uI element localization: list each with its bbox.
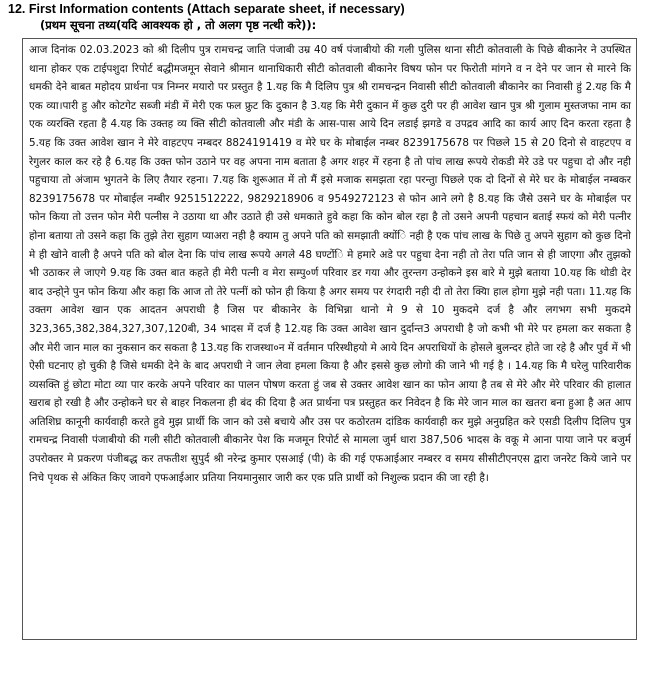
section-title: 12. First Information contents (Attach separate sheet, if necessary) [8, 2, 405, 16]
section-subtitle-hindi: (प्रथम सूचना तथ्य(यदि आवश्यक हो , तो अलग पृष्ठ नत्थी करे)): [40, 18, 317, 32]
fir-contents-text: आज दिनांक 02.03.2023 को श्री दिलीप पुत्र रामचन्द्र जाति पंजाबी उम्र 40 वर्ष पंजाबीयो की गली पुलिस थाना सीटी कोतवाली के पिछे बीकानेर ने उपस्थित थाना होकर एक टाईपशुदा रिपोर्ट बद्धीमजमून सेवाने श्रीमान थानाधिकारी सीटी कोतवाली बीकानेर विषय फोन पर फिरोती मांगने व न देने पर जान से मारने कि धमकी देने बाबत महोदय प्रार्थना पत्र निम्नर मयारो पर प्रस्तुत है 1.यह कि मै दिलिप पुत्र श्री रामचन्द्रन निवासी सीटी कोतवाली बीकानेर का निवासी हुं 2.यह कि मै एक व्या।पारी हु और कोटगेट सब्जी मंडी में मेरी एक फल फ्रुट कि दुकान है 3.यह कि मेरी दुकान में कुछ दुरी पर ही आवेश खान पुत्र श्री गुलाम मुस्तजफा नाम का एक व्यरक्ति रहता है 4.यह कि उक्तह व्य क्ति सीटी कोतवाली और मंडी के आस-पास आये दिन लडाई झगडे व उपद्रव आदि का कार्य आए दिन करता रहता है 5.यह कि उक्त आवेश खान ने मेरे वाहटएप नम्बदर 8824191419 व मेरे घर के मोबाईल नम्बर 8239175678 पर पिछले 15 से 20 दिनो से वाहटएप व रेगुलर काल कर रहे है 6.यह कि उक्त फोन उठाने पर वह अपना नाम बताता है अगर शहर में रहना है तो पांच लाख रूपये रोकडी मेरे उडे पर पहुचा दो और नही पहुचाया तो अंजाम भुगतने के लिए तैयार रहना। 7.यह कि शुरूआत में तो मैं इसे मजाक समझता रहा परन्तुा पिछले एक दो दिनों से मेरे घर के मोबाईल नम्बकर 8239175678 पर मोबाईल नम्बीर 9251512222, 9829218906 व 9549272123 से फोन आने लगे है 8.यह कि जैसे उसने घर के मोबाईल पर फोन किया तो उत्तन फोन मेरी पत्नीस ने उठाया था और उठाते ही उसे धमकाते हुवे कहा कि कोन बोल रहा है तो उसने अपनी पहचान बताई स्फयं को मेरी पत्नीर होना बताया तो उसने कहा कि तुझे तेरा सुहाग प्याअरा नही है क्याम तु अपने पति को समझाती क्योंि नही है एक पांच लाख के पिछे तु अपने सुहाग को कुछ दिनो मे ही खोने वाली है अपने पति को बोल देना कि पांच लाख रूपये अगले 48 घण्टोंि मे हमारे अडे पर पहुचा देना नही तो तेरा पति जान से ही जाएगा और तुझको भी उठाकर ले जाएगे 9.यह कि उक्त बात कहते ही मेरी पत्नी व मेरा सम्पु०र्ण परिवार डर गया और तुरन्तग उन्होकने इस बारे मे मुझे बताया 10.यह कि थोडी देर बाद उन्हो्ने पुन फोन किया और कहा कि आज तो तेरे पत्नीं को फोन ही किया है अगर समय पर रंगदारी नही दी तो तेरा क्याि हाल होगा मुझे नही पता। 11.यह कि उक्तग आवेश खान एक आदतन अपराधी है जिस पर बीकानेर के विभिन्ना थानो मे 9 से 10 मुकदमे दर्ज है और लगभग सभी मुकदमे 323,365,382,384,327,307,120बी, 34 भादस में दर्ज है 12.यह कि उक्त आवेश खान दुर्दान्त3 अपराधी है जो कभी भी मेरे पर हमला कर सकता है और मेरी जान माल का नुकसान कर सकता है 13.यह कि राजस्था०न में वर्तमान परिस्थीहयो मे आये दिन अपराधियों के होसले बुलन्दर होते जा रहे है और पुर्व में भी ऐसी घटनाए हो चुकी है जिसे धमकी देने के बाद अपराधी ने जान लेवा हमला किया है और इससे कुछ लोगो की जाने भी गई है । 14.यह कि मै घरेलु पारिवारीक व्यसक्ति हुं छोटा मोटा व्या पार करके अपने परिवार का पालन पोषण करता हुं जब से उक्तर आवेश खान का फोन आया है तब से मेरे और मेरे परिवार की हालात खराब हो रखी है और उन्होकने घर से बाहर निकलना ही बंद की दिया है अत प्रार्थना पत्र प्रस्तुहत कर निवेदन है कि मेरे जान माल का खतरा बना हुआ है अत आप अतिशिघ्र कानूनी कार्यवाही करते हुवे मुझ प्रार्थी कि जान को उसे बचाये और उस पर कठोरतम दांडिक कार्यवाही कर मुझे अनुग्रहित करे एसडी दिलीप दिलिप पुत्र रामचन्द्र निवासी पंजाबीयो की गली सीटी कोतवाली बीकानेर पेश कि मजमून रिपोर्ट से मामला जुर्म धारा 387,506 भादस के वकू मे आना पाया जाने पर बजुर्म उपरोक्तर मे प्रकरण पंजीबद्ध कर तफतीश सुपुर्द श्री नरेन्द्र कुमार एसआई (पी) के की गई एफआईआर नम्बरर व समय सीसीटीएनएस द्वारा जनरेट किये जाने पर निचे पृथक से अंकित किए जावगे एफआईआर प्रतिया नियमानुसार जारी कर एक प्रति प्रार्थी को निशुल्क प्रदान की जा रही है। [29, 44, 631, 484]
fir-contents-box [22, 38, 637, 640]
